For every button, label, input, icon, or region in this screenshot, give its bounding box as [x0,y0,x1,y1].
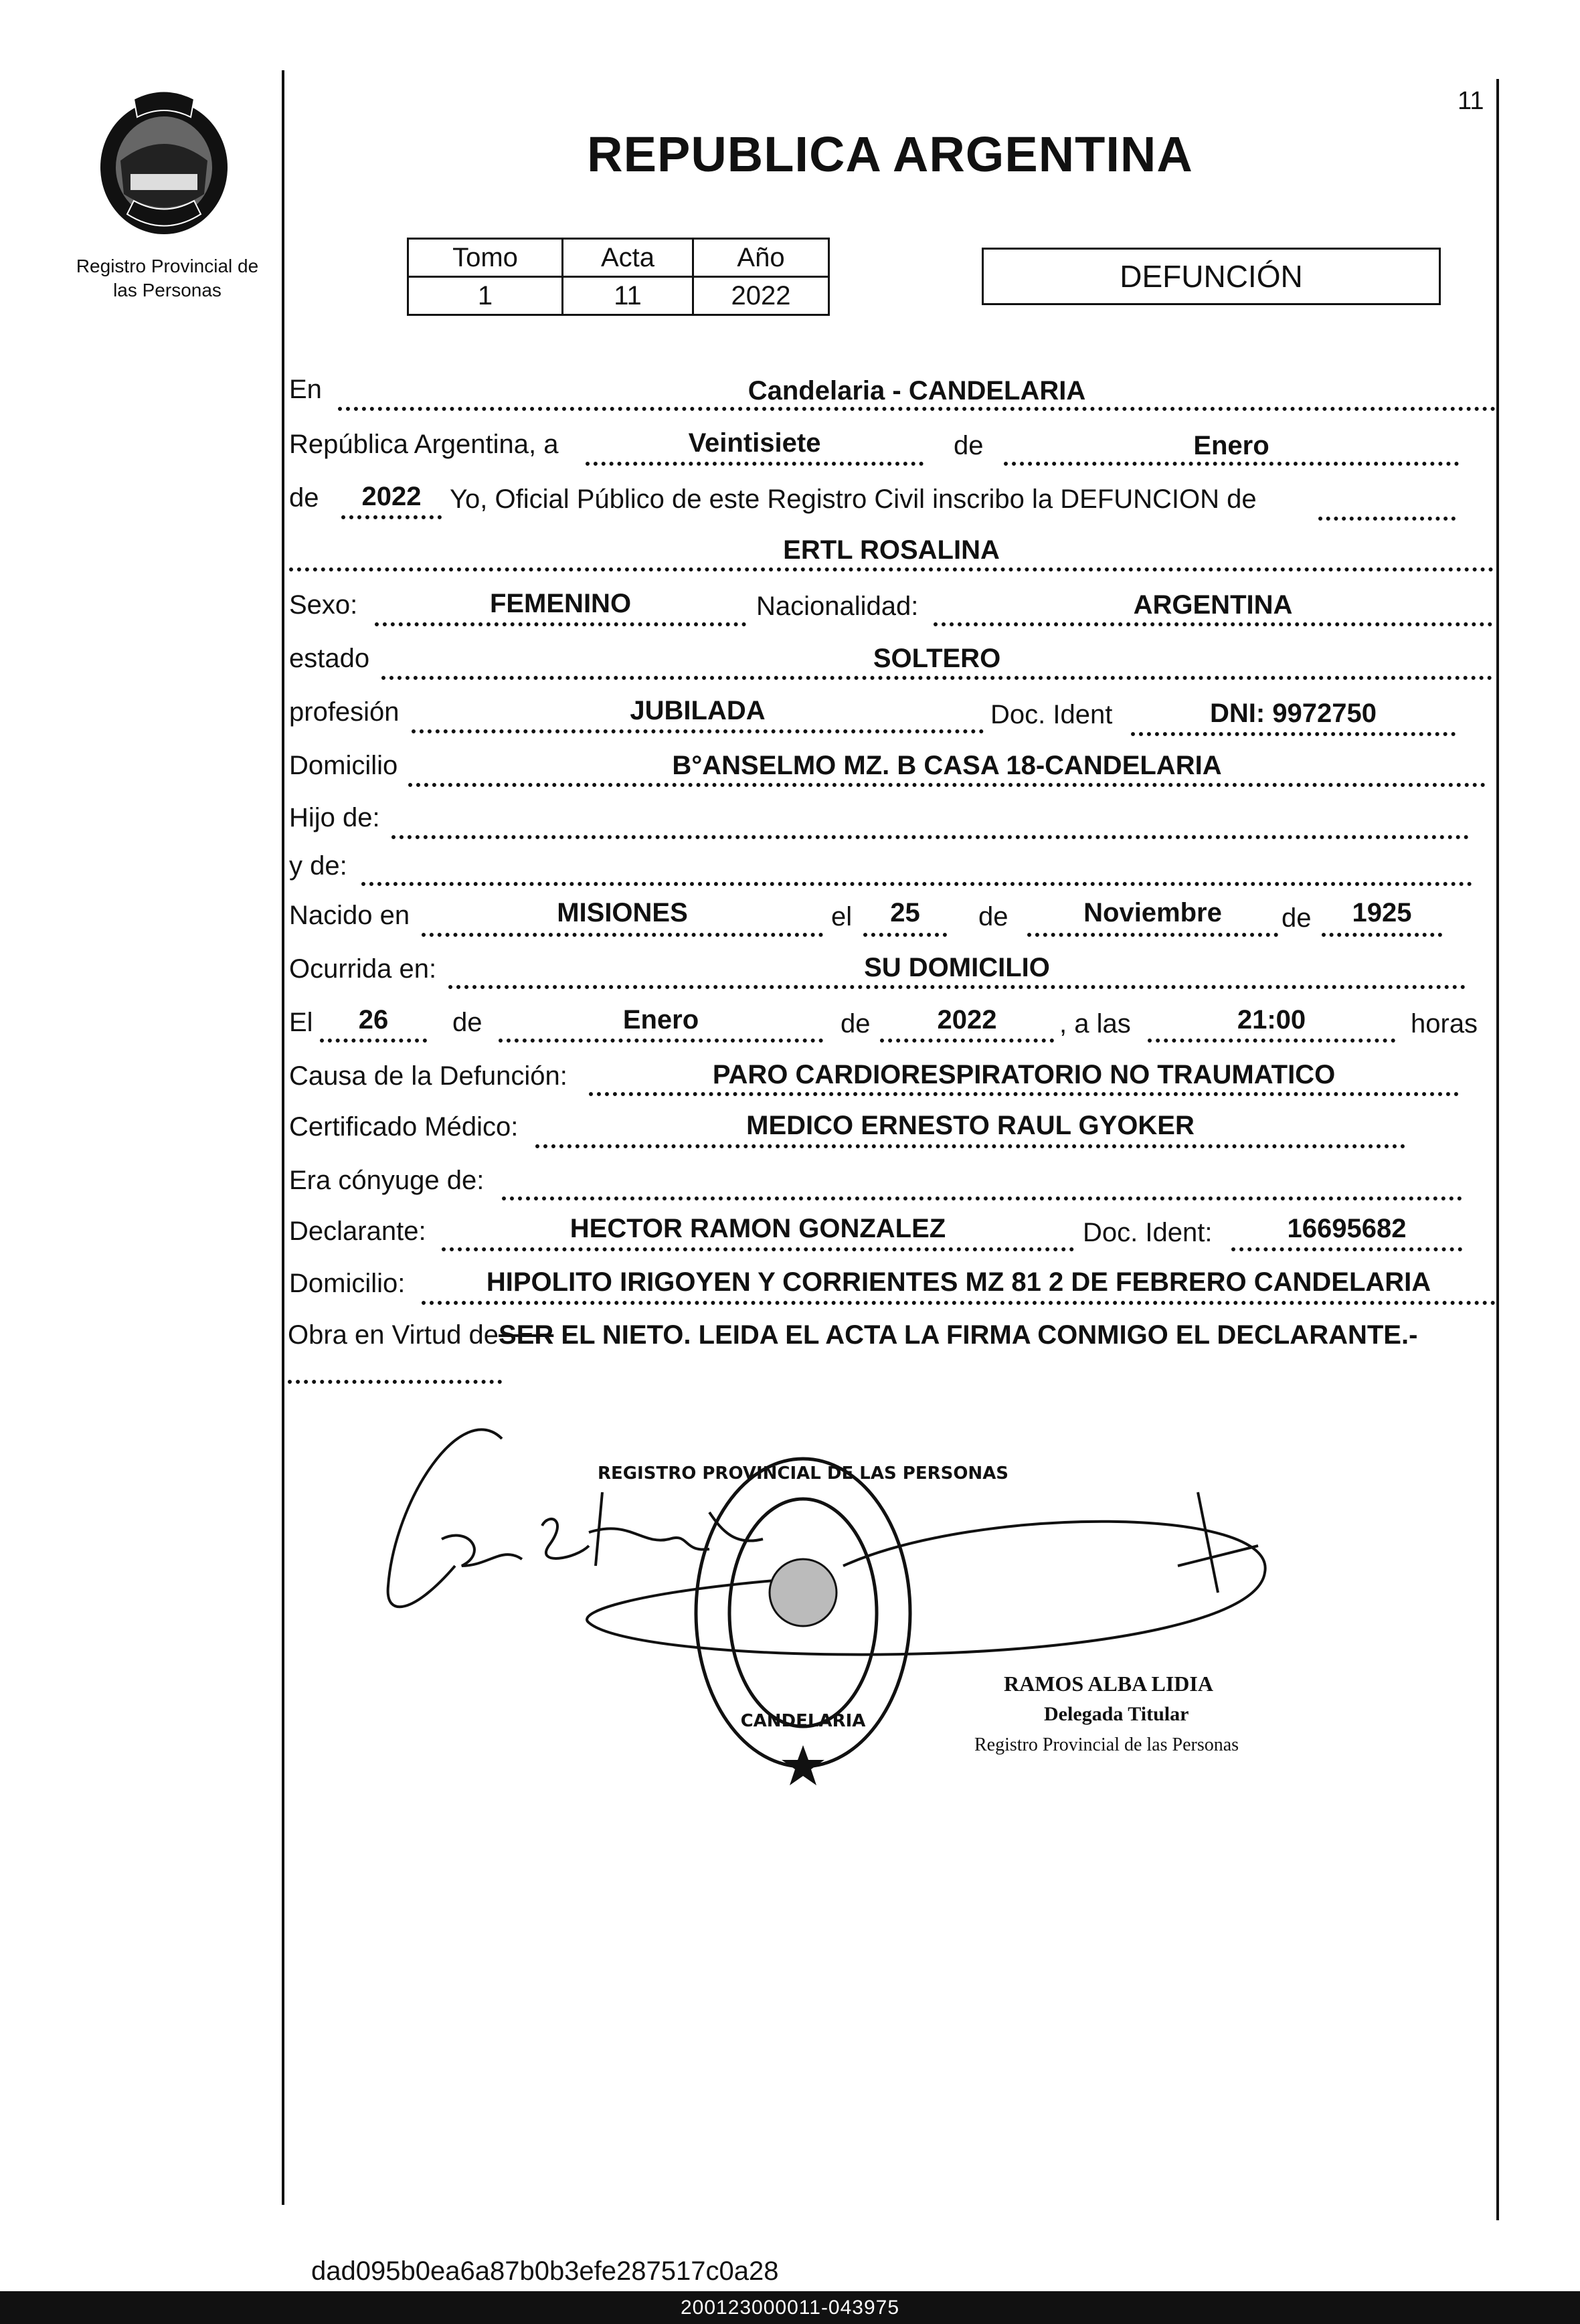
tomo-value: 1 [408,277,563,315]
tomo-header: Tomo [408,239,563,277]
estado-value: SOLTERO [873,644,1001,673]
year-value: 2022 [361,482,422,511]
reference-value-row [408,277,829,315]
document-title: REPUBLICA ARGENTINA [587,126,1193,182]
causa-value: PARO CARDIORESPIRATORIO NO TRAUMATICO [712,1060,1336,1089]
registry-line-1: Registro Provincial de [76,256,259,276]
hijo-de-dotline [391,835,1469,839]
inscribo-text: Yo, Oficial Público de este Registro Civil inscribo la DEFUNCION de [450,484,1257,514]
sexo-label: Sexo: [289,590,358,620]
doc-ident-value: DNI: 9972750 [1209,699,1377,728]
declarante-value: HECTOR RAMON GONZALEZ [569,1214,946,1243]
fecha-de1-label: de [452,1008,482,1037]
nacido-month-dotline [1027,933,1278,937]
deceased-name: ERTL ROSALINA [783,535,1000,565]
certificado-label: Certificado Médico: [289,1112,519,1142]
left-margin-rule [282,70,284,2205]
nacido-day-dotline [863,933,947,937]
causa-dotline [589,1092,1459,1096]
domicilio-declarante-dotline [422,1301,1496,1305]
sexo-value: FEMENINO [489,589,632,618]
en-dotline [338,407,1496,411]
month-dotline [1004,462,1459,466]
nacido-month-value: Noviembre [1083,898,1222,927]
nacionalidad-label: Nacionalidad: [756,592,919,621]
doc-ident-label: Doc. Ident [990,700,1113,729]
signatory-org: Registro Provincial de las Personas [974,1734,1239,1755]
y-de-dotline [361,882,1472,886]
fecha-day-value: 26 [358,1005,389,1035]
barcode-strip: 200123000011-043975 [0,2291,1580,2324]
estado-dotline [381,676,1492,680]
fecha-month-dotline [499,1039,823,1043]
province-emblem-icon [94,87,234,238]
en-label: En [289,375,322,404]
ocurrida-dotline [448,985,1466,989]
acta-header: Acta [563,239,693,277]
reference-table [407,238,830,316]
acta-value: 11 [563,277,693,315]
profesion-value: JUBILADA [630,696,766,725]
fecha-horas-label: horas [1411,1009,1478,1039]
certificado-value: MEDICO ERNESTO RAUL GYOKER [746,1111,1195,1140]
nacido-year-dotline [1322,933,1442,937]
nacido-de2-label: de [1282,903,1312,933]
year-dotline [341,515,442,519]
hijo-de-label: Hijo de: [289,803,380,832]
domicilio-dotline [408,783,1486,787]
declarante-doc-value: 16695682 [1287,1214,1407,1243]
day-words-dotline [586,462,924,466]
signatory-role: Delegada Titular [1044,1703,1189,1725]
fecha-time-dotline [1148,1039,1395,1043]
registry-line-2: las Personas [113,280,222,300]
certificado-dotline [535,1144,1405,1148]
causa-label: Causa de la Defunción: [289,1061,567,1091]
profesion-dotline [412,729,984,733]
domicilio-label: Domicilio [289,751,398,780]
fecha-de2-label: de [841,1009,871,1039]
domicilio-declarante-value: HIPOLITO IRIGOYEN Y CORRIENTES MZ 81 2 DE FEBRERO CANDELARIA [486,1267,1431,1297]
nacionalidad-value: ARGENTINA [1133,590,1293,620]
republica-de-label: de [954,431,984,460]
nacido-el-label: el [831,902,853,931]
conyuge-dotline [502,1196,1462,1200]
day-words-value: Veintisiete [688,428,821,458]
closing-statement [288,1317,1490,1353]
stamp-text: REGISTRO PROVINCIAL DE LAS PERSONAS [597,1463,1009,1484]
reference-header-row [408,239,829,277]
nacido-year-value: 1925 [1352,898,1412,927]
ano-header: Año [693,239,829,277]
nacido-de1-label: de [978,902,1008,931]
closing-dotline [288,1380,502,1384]
republica-label: República Argentina, a [289,430,559,459]
conyuge-label: Era cónyuge de: [289,1166,485,1195]
obra-struck-text: SER [499,1320,554,1350]
en-value: Candelaria - CANDELARIA [748,376,1086,406]
fecha-month-value: Enero [622,1005,699,1035]
domicilio-declarante-label: Domicilio: [289,1269,406,1298]
inscribo-de-label: de [289,483,319,513]
nacido-place-dotline [422,933,823,937]
sexo-dotline [375,622,746,626]
fecha-el-label: El [289,1008,313,1037]
fecha-a-las-label: , a las [1059,1009,1131,1039]
ano-value: 2022 [693,277,829,315]
month-value: Enero [1193,431,1269,460]
fecha-time-value: 21:00 [1237,1005,1306,1035]
document-hash: dad095b0ea6a87b0b3efe287517c0a28 [311,2256,779,2286]
name-dotline [289,567,1494,571]
declarante-doc-dotline [1231,1247,1462,1251]
signatory-name: RAMOS ALBA LIDIA [1004,1672,1213,1696]
page-number: 11 [1458,87,1484,115]
fecha-year-value: 2022 [937,1005,997,1035]
obra-value: EL NIETO. LEIDA EL ACTA LA FIRMA CONMIGO EL DECLARANTE.- [553,1320,1418,1350]
registry-name [54,254,281,302]
y-de-label: y de: [289,851,347,881]
document-type-box: DEFUNCIÓN [982,248,1441,305]
declarante-dotline [442,1247,1074,1251]
obra-label: Obra en Virtud de [288,1320,499,1350]
declarante-label: Declarante: [289,1217,426,1246]
nacido-label: Nacido en [289,901,410,930]
profesion-label: profesión [289,697,400,727]
right-margin-rule [1496,79,1499,2220]
ocurrida-value: SU DOMICILIO [864,953,1050,982]
nacido-place-value: MISIONES [557,898,688,927]
fecha-day-dotline [320,1039,427,1043]
estado-label: estado [289,644,370,673]
inscribo-dotline [1318,517,1456,521]
nacido-day-value: 25 [890,898,920,927]
ocurrida-label: Ocurrida en: [289,954,437,984]
fecha-year-dotline [880,1039,1054,1043]
declarante-doc-label: Doc. Ident: [1083,1218,1213,1247]
domicilio-value: B°ANSELMO MZ. B CASA 18-CANDELARIA [672,751,1222,780]
nacionalidad-dotline [934,622,1492,626]
doc-ident-dotline [1131,732,1456,736]
stamp-city-text: CANDELARIA [740,1711,866,1731]
